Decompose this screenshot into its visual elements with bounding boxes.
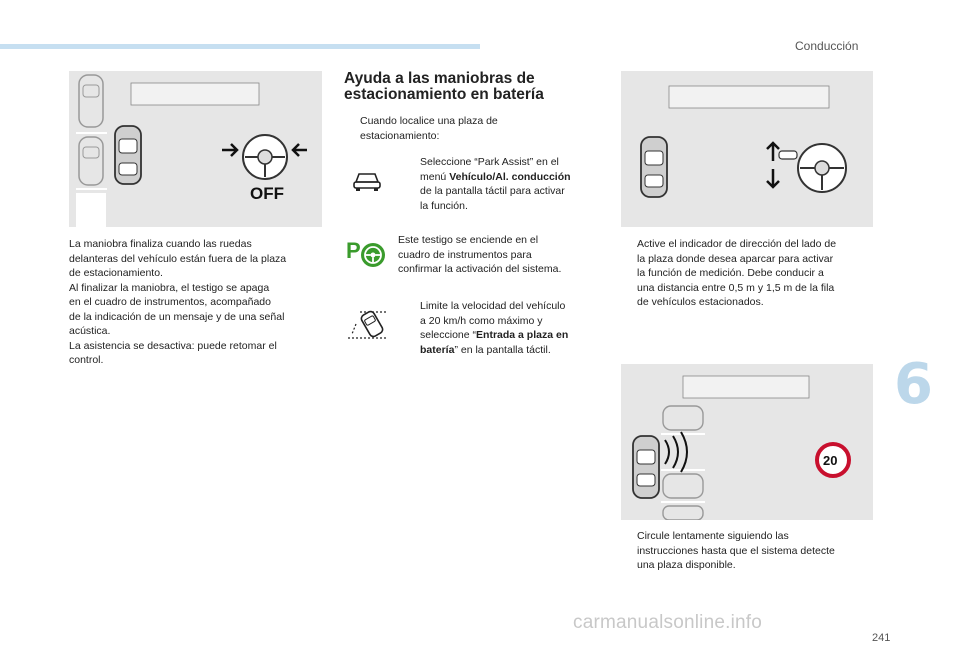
figure-turn-signal: [621, 71, 873, 227]
text-line: de vehículos estacionados.: [637, 296, 764, 308]
heading-line: estacionamiento en batería: [344, 86, 544, 103]
left-paragraph: [69, 237, 329, 368]
chapter-number: 6: [894, 352, 933, 417]
text-line: de estacionamiento.: [69, 267, 163, 279]
drive-slowly-illustration: [621, 364, 873, 520]
watermark: carmanualsonline.info: [573, 612, 763, 633]
text-line: control.: [69, 354, 104, 366]
text-line: Seleccione “Park Assist” en el: [420, 156, 559, 168]
step-limit-speed: [404, 299, 604, 359]
text-line: la función.: [420, 199, 468, 212]
text-fragment: menú: [420, 170, 450, 183]
text-line: confirmar la activación del sistema.: [398, 263, 562, 275]
text-line: a 20 km/h como máximo y: [420, 314, 543, 327]
indicator-description: [398, 233, 608, 277]
figure-drive-slowly: [621, 364, 873, 520]
text-line: de la indicación de un mensaje y de una señal: [69, 310, 285, 323]
text-line: La asistencia se desactiva: puede retomar el: [69, 339, 277, 352]
text-line: cuadro de instrumentos para: [398, 248, 532, 261]
menu-item: Entrada a plaza en: [476, 329, 569, 341]
text-line: una distancia entre 0,5 m y 1,5 m de la fila: [637, 281, 835, 294]
speed-limit-sign: 20: [823, 453, 838, 468]
step-drive-slowly: [621, 529, 881, 574]
header-accent-bar: [0, 44, 480, 49]
text-line: la función de medición. Debe conducir a: [637, 267, 824, 279]
turn-signal-illustration: [621, 71, 873, 227]
text-line: Limite la velocidad del vehículo: [420, 300, 566, 312]
menu-path: Vehículo/Al. conducción: [449, 170, 571, 183]
step-select-park-assist: [404, 155, 604, 215]
parking-entry-icon: [346, 304, 390, 345]
text-line: instrucciones hasta que el sistema detecte: [637, 544, 835, 557]
text-line: La maniobra finaliza cuando las ruedas: [69, 238, 252, 250]
intro-bullet: [344, 114, 594, 144]
text-line: en el cuadro de instrumentos, acompañado: [69, 296, 271, 308]
text-line: Circule lentamente siguiendo las: [637, 530, 789, 542]
text-line: una plaza disponible.: [637, 559, 736, 571]
parking-exit-illustration: [69, 71, 322, 227]
section-heading: [344, 71, 604, 103]
text-line: Al finalizar la maniobra, el testigo se apaga: [69, 281, 270, 294]
text-line: Este testigo se enciende en el: [398, 234, 539, 246]
off-label: OFF: [250, 184, 284, 203]
svg-text:P: P: [346, 238, 361, 263]
vehicle-icon: [351, 170, 383, 197]
text-line: Active el indicador de dirección del lado de: [637, 238, 837, 250]
text-line: delanteras del vehículo están fuera de la plaza: [69, 252, 287, 265]
step-activate-signal: [621, 237, 881, 312]
menu-item: batería: [420, 343, 455, 356]
text-line: [420, 343, 568, 358]
text-line: [420, 328, 568, 343]
text-line: acústica.: [69, 325, 111, 337]
figure-parking-exit: [69, 71, 322, 227]
text-line: de la pantalla táctil para activar: [420, 185, 565, 197]
text-line: [420, 170, 571, 185]
park-assist-indicator-icon: [346, 236, 388, 275]
text-line: Cuando localice una plaza de: [360, 115, 498, 127]
section-title: Conducción: [795, 39, 859, 53]
text-fragment: seleccione “: [420, 329, 477, 341]
page-number: 241: [872, 632, 891, 644]
heading-line: Ayuda a las maniobras de: [344, 70, 535, 87]
text-line: la plaza donde desea aparcar para activar: [637, 252, 834, 265]
text-fragment: ” en la pantalla táctil.: [454, 343, 551, 356]
text-line: estacionamiento:: [360, 129, 440, 142]
